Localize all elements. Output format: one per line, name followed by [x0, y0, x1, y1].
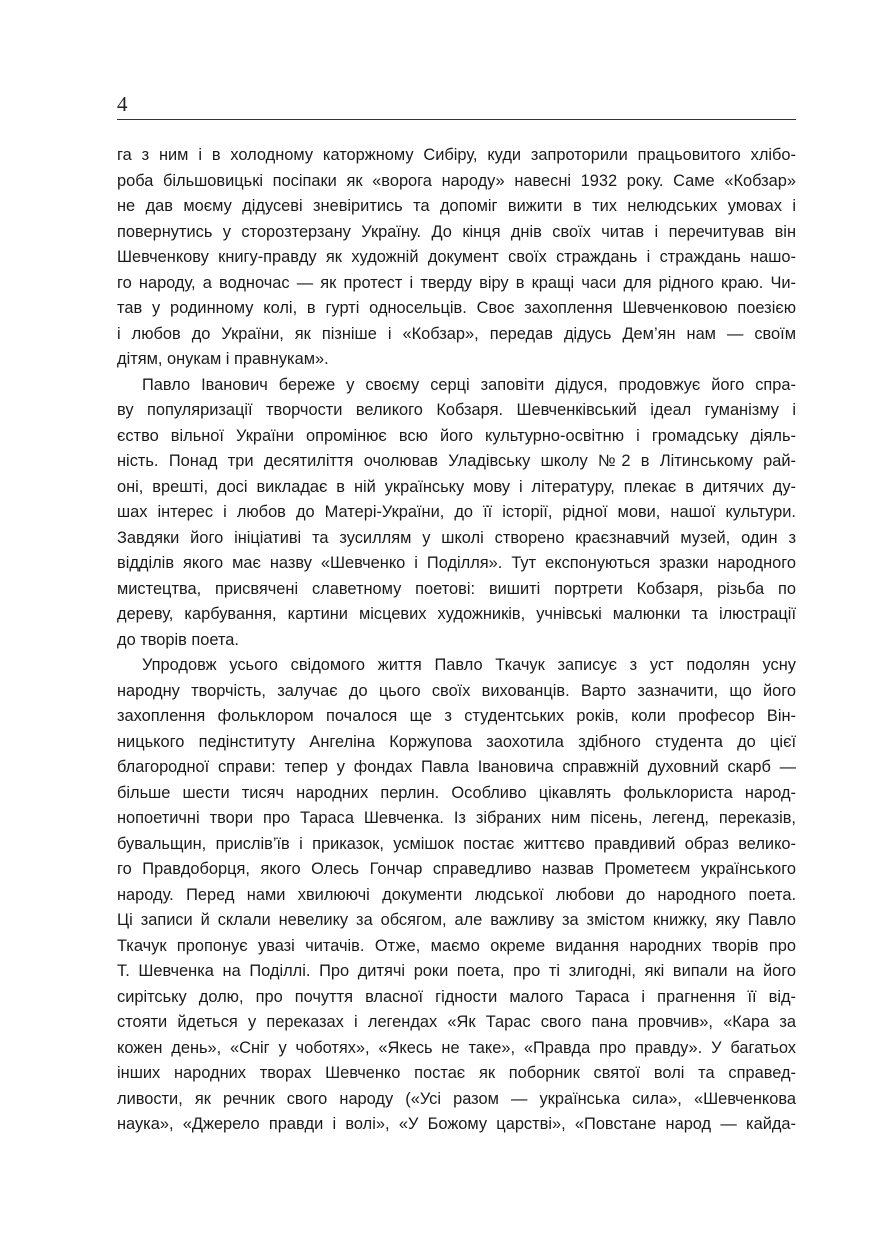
text-line: тав у родинному колі, в гурті односельців. Своє захоплення Шевченковою поезією: [117, 299, 796, 317]
text-line: сирітську долю, про почуття власної гідности малого Тараса і прагнення її від-: [117, 987, 796, 1006]
paragraph: [117, 653, 796, 1138]
text-line: Упродовж усього свідомого життя Павло Ткачук записує з уст подолян усну: [142, 656, 796, 674]
text-line: дітям, онукам і правнукам».: [117, 350, 329, 368]
text-line: нопоетичні твори про Тараса Шевченка. Із зібраних ним пісень, легенд, переказів,: [117, 809, 796, 827]
text-line: Т. Шевченка на Поділлі. Про дитячі роки поета, про ті злигодні, які випали на його: [117, 962, 796, 980]
text-line: мистецтва, присвячені славетному поетові: вишиті портрети Кобзаря, різьба по: [117, 579, 796, 598]
text-line: го Правдоборця, якого Олесь Гончар справедливо назвав Прометеєм українського: [117, 860, 796, 878]
text-line: га з ним і в холодному каторжному Сибіру, куди запроторили працьовитого хлібо-: [117, 146, 796, 164]
text-line: народу. Перед нами хвилюючі документи людської любови до народного поета.: [117, 885, 796, 904]
text-line: ницького педінституту Ангеліна Коржупова заохотила здібного студента до цієї: [117, 732, 796, 751]
text-line: більше шести тисяч народних перлин. Особливо цікавлять фольклориста народ-: [117, 783, 796, 802]
text-line: ність. Понад три десятиліття очолював Уладівську школу №2 в Літинському рай-: [117, 452, 796, 470]
text-line: захоплення фольклором почалося ще з студентських років, коли професор Він-: [117, 707, 796, 725]
text-line: Ткачук пропонує увазі читачів. Отже, маємо окреме видання народних творів про: [117, 936, 796, 955]
text-line: ливости, як речник свого народу («Усі разом — українська сила», «Шевченкова: [117, 1089, 796, 1108]
header-rule: [117, 119, 796, 120]
text-line: стояти йдеться у переказах і легендах «Як Тарас свого пана провчив», «Кара за: [117, 1013, 796, 1031]
text-line: ву популяризації творчости великого Кобзаря. Шевченківський ідеал гуманізму і: [117, 401, 796, 419]
text-line: інших народних творах Шевченко постає як поборник святої волі та справед-: [117, 1064, 796, 1082]
body-text: [117, 143, 796, 1138]
text-line: відділів якого має назву «Шевченко і Поділля». Тут експонуються зразки народного: [117, 554, 796, 572]
text-line: роба більшовицькі посіпаки як «ворога народу» навесні 1932 року. Саме «Кобзар»: [117, 171, 796, 190]
text-line: наука», «Джерело правди і волі», «У Божому царстві», «Повстане народ — кайда-: [117, 1115, 796, 1133]
text-line: го народу, а водночас — як протест і тверду віру в кращі часи для рідного краю. Чи-: [117, 273, 796, 292]
text-line: кожен день», «Сніг у чоботях», «Якесь не таке», «Правда про правду». У багатьох: [117, 1038, 796, 1057]
text-line: не дав моєму дідусеві зневіритись та допоміг вижити в тих нелюдських умовах і: [117, 197, 796, 215]
text-line: повернутись у сторозтерзану Україну. До кінця днів своїх читав і перечитував він: [117, 222, 796, 241]
text-line: Ці записи й склали невелику за обсягом, але важливу за змістом книжку, яку Павло: [117, 911, 796, 929]
text-line: благородної справи: тепер у фондах Павла Івановича справжній духовний скарб —: [117, 758, 796, 776]
text-line: шах інтерес і любов до Матері-України, до її історії, рідної мови, нашої культури.: [117, 503, 796, 521]
text-line: до творів поета.: [117, 630, 239, 649]
paragraph: [117, 373, 796, 654]
paragraph: [117, 143, 796, 373]
text-line: бувальщин, прислів’їв і приказок, усмішок постає життєво правдивий образ велико-: [117, 834, 796, 853]
text-line: дереву, карбування, картини місцевих художників, учнівські малюнки та ілюстрації: [117, 605, 796, 623]
text-line: народну творчість, залучає до цього своїх вихованців. Варто зазначити, що його: [117, 681, 796, 700]
text-line: Завдяки його ініціативі та зусиллям у школі створено краєзнавчий музей, один з: [117, 528, 796, 547]
text-line: оні, врешті, досі викладає в ній українську мову і літературу, плекає в дитячих ду-: [117, 477, 796, 496]
text-line: Павло Іванович береже у своєму серці заповіти дідуся, продовжує його спра-: [142, 375, 796, 394]
text-line: і любов до України, як пізніше і «Кобзар», передав дідусь Дем’ян нам — своїм: [117, 324, 796, 343]
text-line: єство вільної України опромінює всю його культурно-освітню і громадську діяль-: [117, 426, 796, 445]
page-number: 4: [117, 92, 128, 116]
text-line: Шевченкову книгу-правду як художній документ своїх страждань і страждань нашо-: [117, 248, 796, 266]
